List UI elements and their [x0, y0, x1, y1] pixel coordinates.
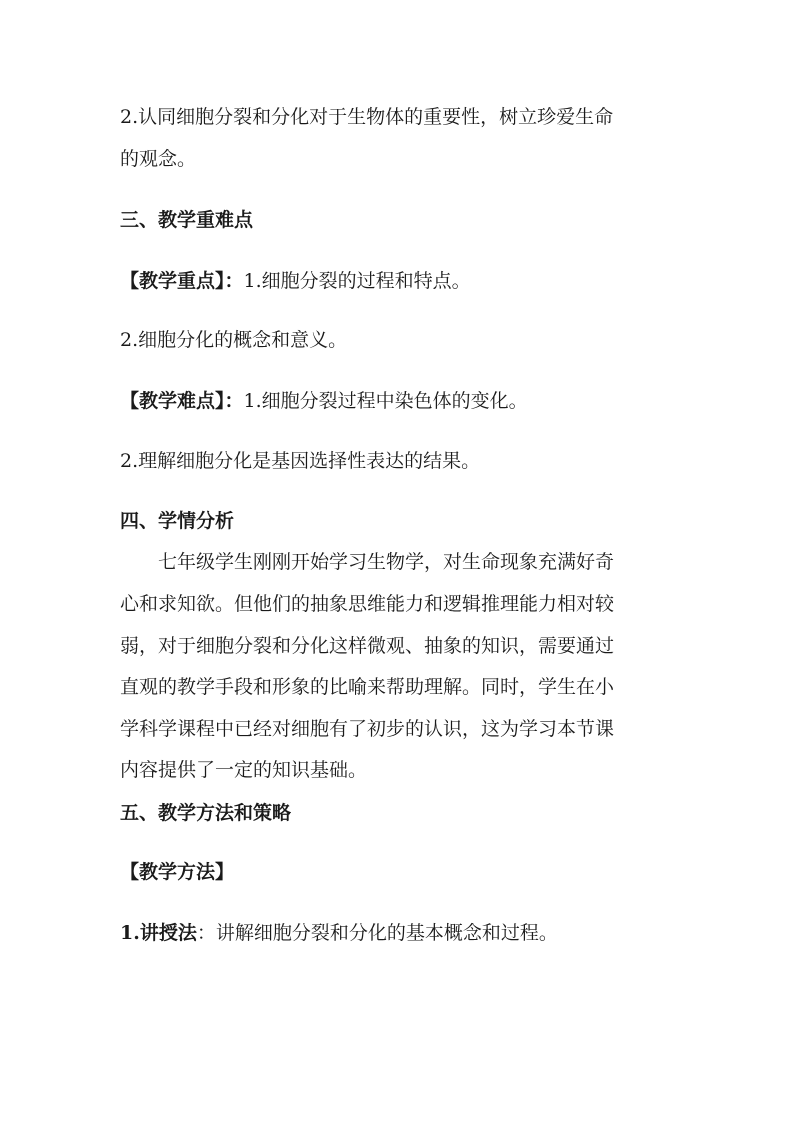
key-point-1: 1.细胞分裂的过程和特点。	[243, 270, 471, 292]
method-1-paragraph	[120, 912, 676, 954]
section-4-heading: 四、学情分析	[120, 510, 235, 532]
key-point-2: 2.细胞分化的概念和意义。	[120, 329, 348, 351]
analysis-line-1: 七年级学生刚刚开始学习生物学，对生命现象充满好奇	[158, 551, 615, 573]
difficulties-paragraph	[120, 380, 676, 422]
method-1-text: ：讲解细胞分裂和分化的基本概念和过程。	[196, 922, 558, 944]
section-3-heading: 三、教学重难点	[120, 209, 254, 231]
teaching-goal-2-line-2: 的观念。	[120, 148, 197, 170]
analysis-line-6: 内容提供了一定的知识基础。	[120, 759, 368, 781]
section-5-heading: 五、教学方法和策略	[120, 802, 292, 824]
difficulty-2: 2.理解细胞分化是基因选择性表达的结果。	[120, 450, 481, 472]
method-1-label: 1.讲授法	[120, 922, 197, 944]
key-points-paragraph	[120, 260, 676, 302]
analysis-line-5: 学科学课程中已经对细胞有了初步的认识，这为学习本节课	[120, 718, 615, 740]
difficulties-label: 【教学难点】：	[120, 390, 244, 412]
analysis-line-4: 直观的教学手段和形象的比喻来帮助理解。同时，学生在小	[120, 676, 615, 698]
methods-heading: 【教学方法】	[120, 861, 235, 883]
analysis-line-2: 心和求知欲。但他们的抽象思维能力和逻辑推理能力相对较	[120, 593, 615, 615]
key-points-label: 【教学重点】：	[120, 270, 244, 292]
difficulty-1: 1.细胞分裂过程中染色体的变化。	[243, 390, 528, 412]
analysis-line-3: 弱，对于细胞分裂和分化这样微观、抽象的知识，需要通过	[120, 635, 615, 657]
teaching-goal-2-line-1: 2.认同细胞分裂和分化对于生物体的重要性，树立珍爱生命	[120, 106, 614, 128]
